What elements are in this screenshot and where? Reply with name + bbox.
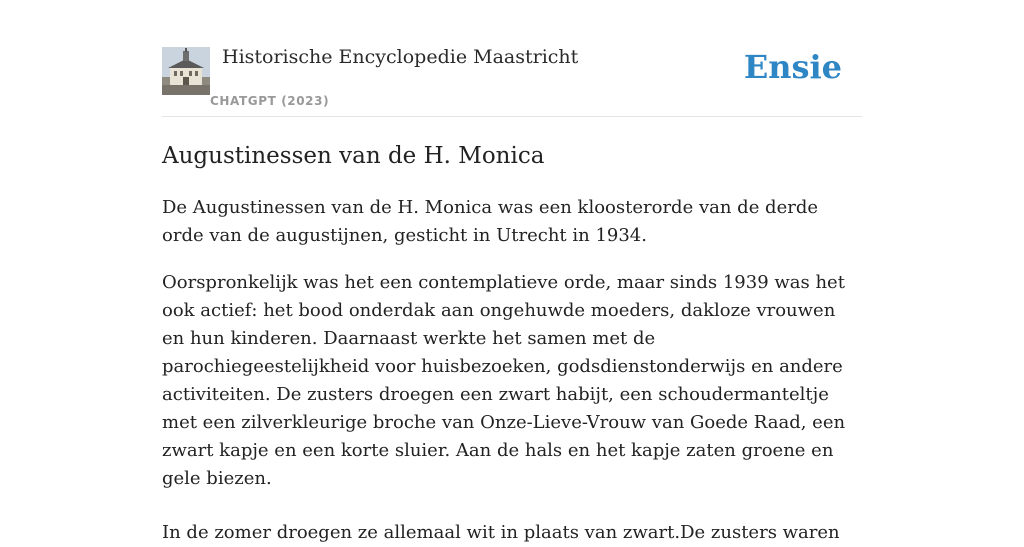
header: [162, 40, 862, 117]
town-hall-photo-icon[interactable]: [162, 47, 210, 95]
article-paragraph-3: In de zomer droegen ze allemaal wit in plaats van zwart.De zusters waren: [162, 522, 840, 543]
article-paragraph-1: De Augustinessen van de H. Monica was een kloosterorde van de derde orde van de augustijnen, gesticht in Utrecht in 1934.: [162, 197, 819, 246]
article-card: [162, 40, 862, 547]
article-title: Augustinessen van de H. Monica: [162, 143, 545, 169]
source-label: CHATGPT (2023): [210, 94, 330, 108]
site-title[interactable]: Historische Encyclopedie Maastricht: [222, 46, 579, 68]
article-paragraph-2: Oorspronkelijk was het een contemplatieve orde, maar sinds 1939 was het ook actief: het bood onderdak aan ongehuwde moeders, dakloze vrouwen en hun kinderen. Daarnaast werkte het samen met de parochiegeestelijkheid voor huisbezoeken, godsdienstonderwijs en andere activiteiten. De zusters droegen een zwart habijt, een schoudermanteltje met een zilverkleurige broche van Onze-Lieve-Vrouw van Goede Raad, een zwart kapje en een korte sluier. Aan de hals en het kapje zaten groene en gele biezen.: [162, 272, 846, 489]
ensie-logo[interactable]: Ensie: [743, 48, 842, 86]
